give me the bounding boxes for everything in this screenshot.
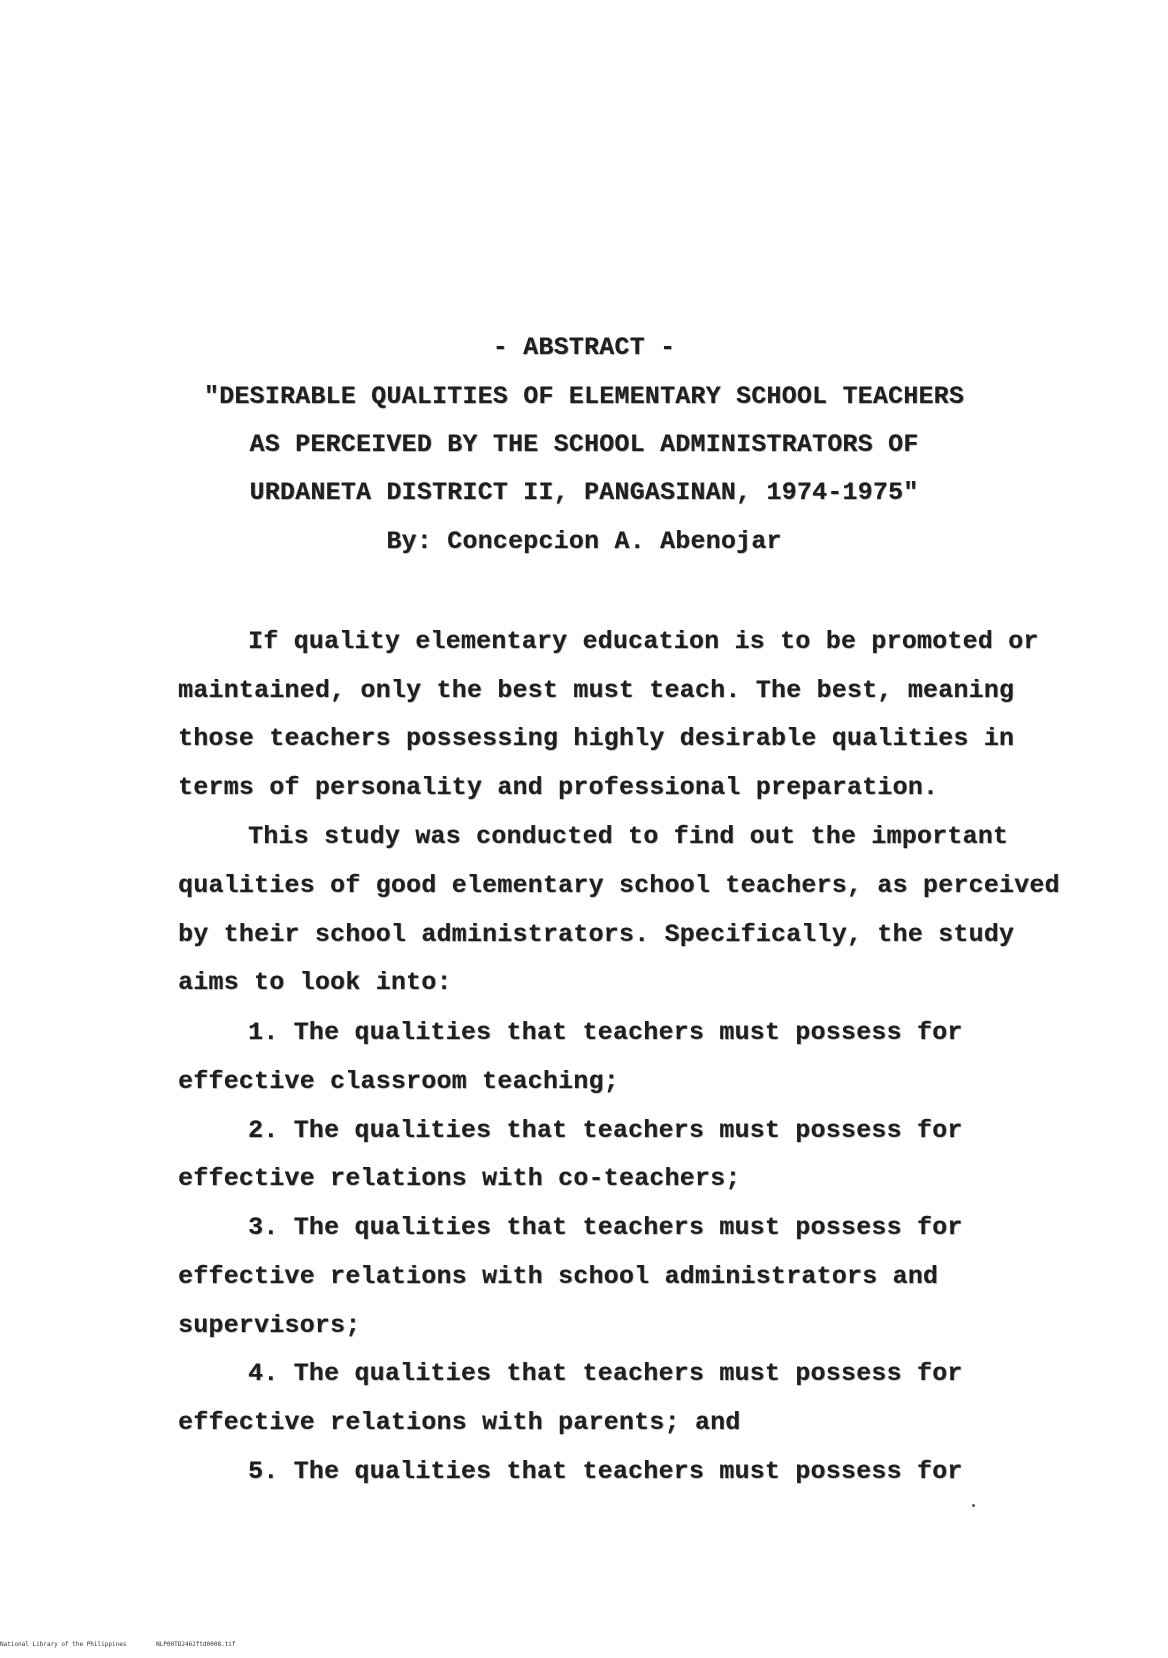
author-byline: By: Concepcion A. Abenojar xyxy=(386,527,782,556)
list-item-2-continuation: effective relations with co-teachers; xyxy=(178,1164,741,1193)
title-line-3: URDANETA DISTRICT II, PANGASINAN, 1974-1975" xyxy=(249,478,919,507)
list-item-3-continuation: effective relations with school administrators and xyxy=(178,1262,939,1291)
list-item-2: 2. The qualities that teachers must possess for xyxy=(248,1116,963,1145)
title-line-1: "DESIRABLE QUALITIES OF ELEMENTARY SCHOOL TEACHERS xyxy=(203,382,965,411)
abstract-label: - ABSTRACT - xyxy=(492,333,676,362)
paragraph-1-line-1: If quality elementary education is to be promoted or xyxy=(248,627,1039,656)
paragraph-2-line-2: qualities of good elementary school teachers, as perceived xyxy=(178,871,1060,900)
paragraph-2-line-4: aims to look into: xyxy=(178,968,452,997)
footer-library: National Library of the Philippines xyxy=(0,1641,127,1648)
list-item-4: 4. The qualities that teachers must possess for xyxy=(248,1359,963,1388)
paragraph-2-line-3: by their school administrators. Specifically, the study xyxy=(178,920,1015,949)
paragraph-1-line-4: terms of personality and professional preparation. xyxy=(178,773,939,802)
list-item-4-continuation: effective relations with parents; and xyxy=(178,1408,741,1437)
list-item-3-continuation-2: supervisors; xyxy=(178,1311,361,1340)
list-item-5: 5. The qualities that teachers must possess for xyxy=(248,1457,963,1486)
paragraph-1-line-2: maintained, only the best must teach. The best, meaning xyxy=(178,676,1015,705)
paragraph-2-line-1: This study was conducted to find out the important xyxy=(248,822,1009,851)
footer-file: NLP00TD2462ftd0008.tif xyxy=(156,1641,236,1648)
title-line-2: AS PERCEIVED BY THE SCHOOL ADMINISTRATORS OF xyxy=(249,430,919,459)
scan-speck xyxy=(972,1504,975,1507)
list-item-3: 3. The qualities that teachers must possess for xyxy=(248,1213,963,1242)
scan-footer xyxy=(0,1641,262,1648)
paragraph-1-line-3: those teachers possessing highly desirable qualities in xyxy=(178,724,1015,753)
list-item-1-continuation: effective classroom teaching; xyxy=(178,1067,619,1096)
list-item-1: 1. The qualities that teachers must possess for xyxy=(248,1018,963,1047)
